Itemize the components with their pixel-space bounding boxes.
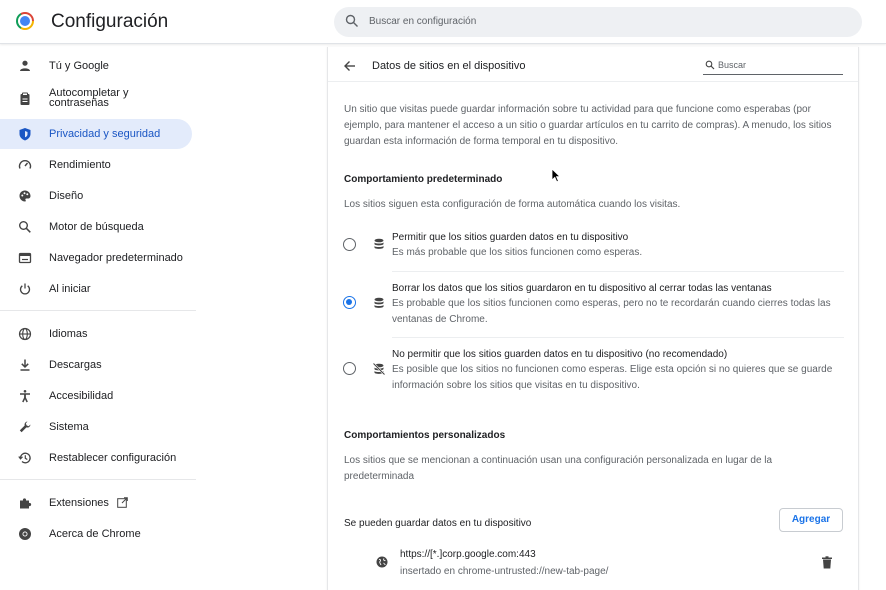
site-embedded-on: insertado en chrome-untrusted://new-tab-page/ — [400, 566, 609, 577]
external-link-icon — [117, 497, 128, 508]
search-placeholder: Buscar — [718, 60, 747, 70]
option-divider — [392, 337, 844, 338]
database-icon — [373, 238, 385, 250]
chrome-icon — [18, 527, 32, 541]
shield-icon — [18, 127, 32, 141]
sidebar-item-label: Sistema — [49, 421, 89, 433]
palette-icon — [18, 189, 32, 203]
sidebar-item-diseno[interactable] — [0, 181, 192, 211]
chrome-logo-icon — [16, 12, 34, 30]
option-title: Permitir que los sitios guarden datos en tu dispositivo — [392, 232, 629, 243]
sidebar-item-acerca-de-chrome[interactable] — [0, 519, 192, 549]
sidebar-item-rendimiento[interactable] — [0, 150, 192, 180]
allowed-list-label: Se pueden guardar datos en tu dispositivo — [344, 518, 532, 529]
search-icon — [705, 60, 715, 70]
sidebar-item-sistema[interactable] — [0, 412, 192, 442]
settings-card — [327, 47, 859, 590]
search-icon — [345, 14, 359, 28]
custom-behaviors-title: Comportamientos personalizados — [344, 430, 506, 441]
option-description: Es probable que los sitios funcionen como esperas, pero no te recordarán cuando cierres todas las ventanas de Chrome. — [392, 298, 831, 325]
radio-button[interactable] — [343, 362, 356, 375]
speedometer-icon — [18, 158, 32, 172]
sidebar-item-label: Extensiones — [49, 497, 128, 509]
card-divider — [328, 81, 858, 82]
trash-icon[interactable] — [821, 556, 833, 569]
sidebar-item-accesibilidad[interactable] — [0, 381, 192, 411]
database-icon — [373, 297, 385, 309]
add-button[interactable]: Agregar — [779, 508, 843, 532]
sidebar-item-label: Descargas — [49, 359, 102, 371]
sidebar-divider — [0, 310, 196, 311]
sidebar-item-idiomas[interactable] — [0, 319, 192, 349]
option-description: Es posible que los sitios no funcionen como esperas. Elige esta opción si no quieres que se guarde información sobre los sitios que visitas en tu dispositivo. — [392, 364, 833, 391]
sidebar-item-label: Privacidad y seguridad — [49, 128, 161, 140]
sidebar-item-descargas[interactable] — [0, 350, 192, 380]
sidebar-item-tu-y-google[interactable] — [0, 51, 192, 81]
sidebar-item-label: Autocompletar y contraseñas — [49, 87, 129, 109]
radio-button[interactable] — [343, 238, 356, 251]
subpage-title: Datos de sitios en el dispositivo — [372, 60, 526, 72]
radio-button-selected[interactable] — [343, 296, 356, 309]
sidebar-item-autocompletar[interactable] — [0, 84, 192, 114]
back-arrow-icon[interactable] — [343, 59, 357, 73]
puzzle-icon — [18, 496, 32, 510]
option-title: Borrar los datos que los sitios guardaron en tu dispositivo al cerrar todas las ventanas — [392, 283, 772, 294]
power-icon — [18, 282, 32, 296]
globe-icon — [18, 327, 32, 341]
sidebar-item-restablecer[interactable] — [0, 443, 192, 473]
sidebar-item-privacidad[interactable] — [0, 119, 192, 149]
custom-behaviors-text: Los sitios que se mencionan a continuación usan una configuración personalizada en lugar de la predeterminada — [344, 455, 773, 482]
clipboard-icon — [18, 92, 32, 106]
browser-icon — [18, 251, 32, 265]
mouse-cursor-icon — [551, 168, 561, 183]
sidebar-item-label: Acerca de Chrome — [49, 528, 141, 540]
page-title: Configuración — [51, 11, 169, 32]
restore-icon — [18, 451, 32, 465]
option-description: Es más probable que los sitios funcionen como esperas. — [392, 247, 643, 258]
sidebar-item-label: Idiomas — [49, 328, 88, 340]
site-url: https://[*.]corp.google.com:443 — [400, 549, 536, 560]
page-description: Un sitio que visitas puede guardar información sobre tu actividad para que funcione como esperabas (por ejemplo, para mantener el acceso a un sitio o guardar artículos en tu carrito de compras). A menudo, los sitios guardan esta información de forma temporal en tu dispositivo. — [344, 104, 832, 147]
subpage-search-input[interactable] — [703, 57, 843, 75]
globe-icon — [376, 556, 388, 568]
option-title: No permitir que los sitios guarden datos en tu dispositivo (no recomendado) — [392, 349, 728, 360]
sidebar-item-motor-busqueda[interactable] — [0, 212, 192, 242]
sidebar-item-extensiones[interactable] — [0, 488, 192, 518]
default-behavior-text: Los sitios siguen esta configuración de forma automática cuando los visitas. — [344, 199, 681, 210]
wrench-icon — [18, 420, 32, 434]
person-icon — [18, 59, 32, 73]
sidebar-item-label: Diseño — [49, 190, 84, 202]
download-icon — [18, 358, 32, 372]
settings-search-input[interactable] — [334, 7, 862, 37]
sidebar-item-label: Rendimiento — [49, 159, 111, 171]
sidebar-item-label: Navegador predeterminado — [49, 252, 183, 264]
sidebar-item-label: Restablecer configuración — [49, 452, 177, 464]
option-divider — [392, 271, 844, 272]
sidebar-divider — [0, 479, 196, 480]
sidebar-item-navegador[interactable] — [0, 243, 192, 273]
sidebar-item-label: Al iniciar — [49, 283, 91, 295]
sidebar-item-label: Tú y Google — [49, 60, 109, 72]
database-off-icon — [373, 363, 385, 375]
sidebar-item-al-iniciar[interactable] — [0, 274, 192, 304]
accessibility-icon — [18, 389, 32, 403]
sidebar-item-label: Accesibilidad — [49, 390, 114, 402]
app-header — [0, 0, 886, 44]
sidebar-item-label: Motor de búsqueda — [49, 221, 144, 233]
default-behavior-title: Comportamiento predeterminado — [344, 174, 503, 185]
search-icon — [18, 220, 32, 234]
search-placeholder: Buscar en configuración — [369, 16, 477, 27]
